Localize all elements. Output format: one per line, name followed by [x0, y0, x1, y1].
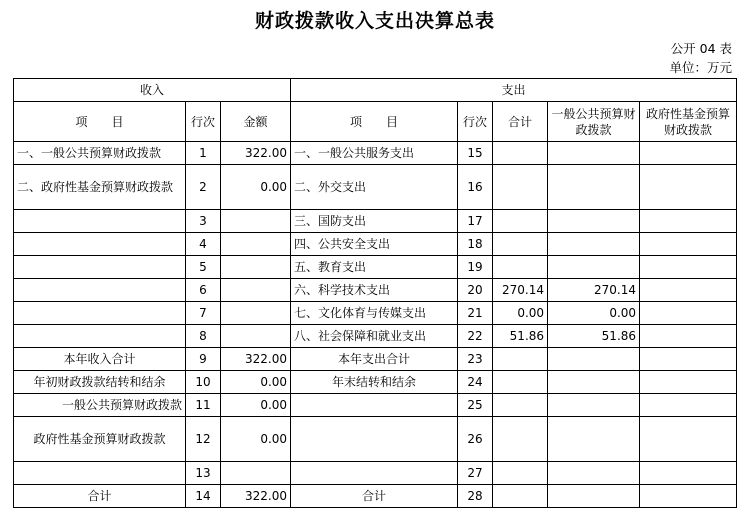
income-item-cell: 年初财政拨款结转和结余	[14, 371, 186, 394]
gov-fund-cell	[640, 325, 737, 348]
gov-fund-cell	[640, 348, 737, 371]
income-row-no-cell: 7	[186, 302, 221, 325]
income-row-no-cell: 4	[186, 233, 221, 256]
income-row-no-cell: 9	[186, 348, 221, 371]
income-amount-cell	[221, 279, 291, 302]
gov-fund-cell	[640, 210, 737, 233]
expense-total-cell	[493, 210, 548, 233]
table-row	[14, 417, 737, 462]
expense-item-header: 项 目	[291, 102, 458, 142]
income-item-cell	[14, 302, 186, 325]
expense-row-no-cell: 28	[458, 485, 493, 508]
general-budget-cell: 51.86	[548, 325, 640, 348]
expense-row-no-cell: 26	[458, 417, 493, 462]
expense-item-cell: 合计	[291, 485, 458, 508]
expense-row-no-cell: 18	[458, 233, 493, 256]
table-row	[14, 302, 737, 325]
income-amount-cell	[221, 325, 291, 348]
gov-fund-cell	[640, 279, 737, 302]
table-row	[14, 485, 737, 508]
income-item-cell: 本年收入合计	[14, 348, 186, 371]
general-budget-cell	[548, 371, 640, 394]
expense-item-cell	[291, 462, 458, 485]
table-row	[14, 348, 737, 371]
expense-row-no-cell: 25	[458, 394, 493, 417]
expense-total-cell	[493, 142, 548, 165]
income-amount-cell: 0.00	[221, 417, 291, 462]
expense-item-cell: 年末结转和结余	[291, 371, 458, 394]
expense-row-no-cell: 21	[458, 302, 493, 325]
expense-item-cell: 一、一般公共服务支出	[291, 142, 458, 165]
expense-item-cell: 六、科学技术支出	[291, 279, 458, 302]
income-row-no-cell: 8	[186, 325, 221, 348]
expense-item-cell: 四、公共安全支出	[291, 233, 458, 256]
expense-total-cell	[493, 165, 548, 210]
table-row	[14, 394, 737, 417]
general-budget-cell: 0.00	[548, 302, 640, 325]
general-budget-header: 一般公共预算财政拨款	[548, 102, 640, 142]
expense-total-cell	[493, 256, 548, 279]
unit-label: 单位：万元	[669, 60, 732, 75]
income-row-no-header: 行次	[186, 102, 221, 142]
income-amount-cell	[221, 302, 291, 325]
expense-item-cell: 八、社会保障和就业支出	[291, 325, 458, 348]
income-row-no-cell: 5	[186, 256, 221, 279]
general-budget-cell	[548, 142, 640, 165]
income-amount-cell: 322.00	[221, 348, 291, 371]
income-amount-cell: 0.00	[221, 165, 291, 210]
general-budget-cell	[548, 417, 640, 462]
income-item-cell: 政府性基金预算财政拨款	[14, 417, 186, 462]
expense-total-cell	[493, 462, 548, 485]
income-amount-cell	[221, 210, 291, 233]
table-row	[14, 233, 737, 256]
income-row-no-cell: 6	[186, 279, 221, 302]
income-item-cell	[14, 210, 186, 233]
expense-item-cell: 二、外交支出	[291, 165, 458, 210]
expense-row-no-cell: 20	[458, 279, 493, 302]
gov-fund-cell	[640, 302, 737, 325]
expense-total-cell	[493, 348, 548, 371]
gov-fund-cell	[640, 485, 737, 508]
expense-item-cell	[291, 417, 458, 462]
expense-row-no-cell: 24	[458, 371, 493, 394]
income-row-no-cell: 12	[186, 417, 221, 462]
budget-table	[13, 78, 737, 508]
general-budget-cell	[548, 165, 640, 210]
gov-fund-cell	[640, 142, 737, 165]
income-amount-cell: 0.00	[221, 394, 291, 417]
expense-total-cell	[493, 394, 548, 417]
income-item-header: 项 目	[14, 102, 186, 142]
expense-row-no-header: 行次	[458, 102, 493, 142]
table-row	[14, 371, 737, 394]
income-row-no-cell: 1	[186, 142, 221, 165]
income-item-cell	[14, 233, 186, 256]
income-row-no-cell: 2	[186, 165, 221, 210]
expense-row-no-cell: 19	[458, 256, 493, 279]
expense-item-cell	[291, 394, 458, 417]
income-amount-header: 金额	[221, 102, 291, 142]
table-row	[14, 165, 737, 210]
expense-item-cell: 七、文化体育与传媒支出	[291, 302, 458, 325]
expense-header: 支出	[291, 79, 737, 102]
general-budget-cell	[548, 462, 640, 485]
general-budget-cell	[548, 233, 640, 256]
general-budget-cell: 270.14	[548, 279, 640, 302]
gov-fund-cell	[640, 417, 737, 462]
expense-total-cell	[493, 233, 548, 256]
income-item-cell: 二、政府性基金预算财政拨款	[14, 165, 186, 210]
table-row	[14, 256, 737, 279]
income-row-no-cell: 10	[186, 371, 221, 394]
income-item-cell: 合计	[14, 485, 186, 508]
table-row	[14, 279, 737, 302]
gov-fund-cell	[640, 165, 737, 210]
expense-row-no-cell: 23	[458, 348, 493, 371]
expense-total-cell: 51.86	[493, 325, 548, 348]
gov-fund-cell	[640, 256, 737, 279]
expense-row-no-cell: 17	[458, 210, 493, 233]
expense-total-cell	[493, 417, 548, 462]
general-budget-cell	[548, 256, 640, 279]
expense-total-cell	[493, 485, 548, 508]
income-row-no-cell: 14	[186, 485, 221, 508]
expense-item-cell: 五、教育支出	[291, 256, 458, 279]
income-amount-cell	[221, 256, 291, 279]
expense-row-no-cell: 27	[458, 462, 493, 485]
expense-row-no-cell: 16	[458, 165, 493, 210]
expense-total-cell: 0.00	[493, 302, 548, 325]
table-row	[14, 325, 737, 348]
income-item-cell	[14, 279, 186, 302]
income-amount-cell	[221, 462, 291, 485]
income-item-cell: 一、一般公共预算财政拨款	[14, 142, 186, 165]
table-row	[14, 142, 737, 165]
expense-total-header: 合计	[493, 102, 548, 142]
general-budget-cell	[548, 485, 640, 508]
income-row-no-cell: 11	[186, 394, 221, 417]
income-header: 收入	[14, 79, 291, 102]
expense-item-cell: 三、国防支出	[291, 210, 458, 233]
expense-total-cell: 270.14	[493, 279, 548, 302]
general-budget-cell	[548, 210, 640, 233]
page-title: 财政拨款收入支出决算总表	[254, 10, 495, 32]
expense-item-cell: 本年支出合计	[291, 348, 458, 371]
gov-fund-cell	[640, 462, 737, 485]
expense-row-no-cell: 22	[458, 325, 493, 348]
table-row	[14, 210, 737, 233]
gov-fund-cell	[640, 394, 737, 417]
gov-fund-cell	[640, 233, 737, 256]
income-amount-cell: 322.00	[221, 142, 291, 165]
gov-fund-cell	[640, 371, 737, 394]
income-amount-cell	[221, 233, 291, 256]
income-item-cell: 一般公共预算财政拨款	[14, 394, 186, 417]
general-budget-cell	[548, 348, 640, 371]
income-row-no-cell: 3	[186, 210, 221, 233]
income-row-no-cell: 13	[186, 462, 221, 485]
income-item-cell	[14, 325, 186, 348]
general-budget-cell	[548, 394, 640, 417]
income-item-cell	[14, 462, 186, 485]
expense-row-no-cell: 15	[458, 142, 493, 165]
table-row	[14, 462, 737, 485]
gov-fund-header: 政府性基金预算财政拨款	[640, 102, 737, 142]
form-number: 公开 04 表	[670, 41, 732, 56]
expense-total-cell	[493, 371, 548, 394]
income-amount-cell: 322.00	[221, 485, 291, 508]
income-item-cell	[14, 256, 186, 279]
income-amount-cell: 0.00	[221, 371, 291, 394]
